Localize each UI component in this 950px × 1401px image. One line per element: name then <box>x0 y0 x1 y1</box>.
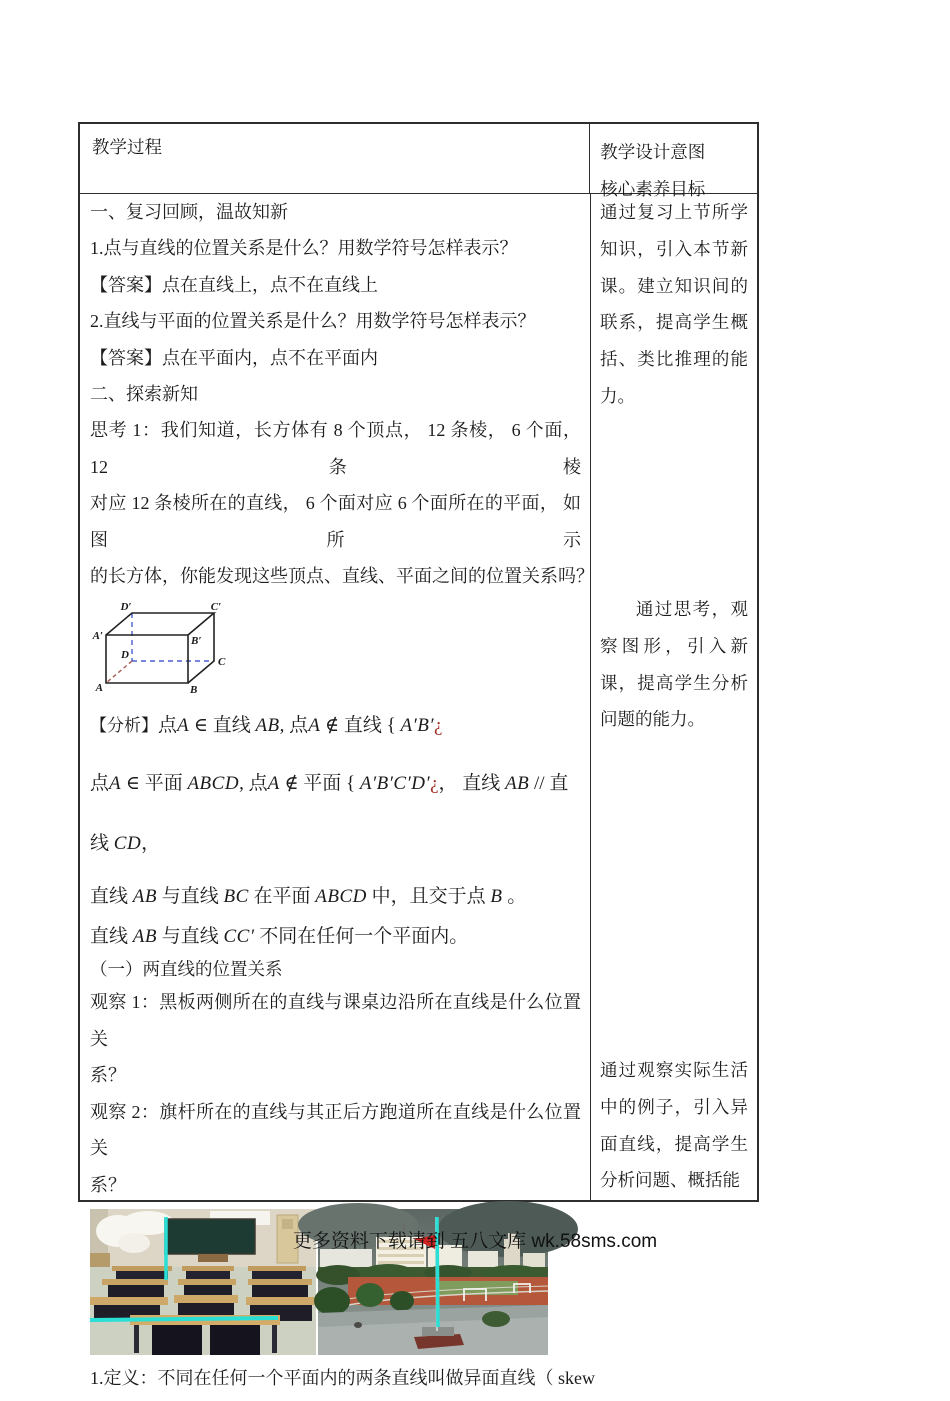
analysis-line-1: 【分析】点A ∈ 直线 AB, 点A ∉ 直线 { A′B′¿ <box>90 715 443 737</box>
header-design-intent-cell <box>590 124 757 199</box>
intent-paragraph-3: 通过观察实际生活中的例子，引入异面直线，提高学生分析问题、概括能 <box>600 1060 748 1191</box>
vertex-label-a-prime: A′ <box>92 630 103 643</box>
cuboid-diagram <box>90 597 240 697</box>
observe-1-line2: 系？ <box>90 1065 126 1086</box>
think1-line1: 思考 1：我们知道，长方体有 8 个顶点， 12 条棱， 6 个面， 12 条棱 <box>90 420 581 477</box>
answer-1: 【答案】点在直线上，点不在直线上 <box>90 274 378 295</box>
cuboid-figure <box>90 594 581 698</box>
core-competency-title: 核心素养目标 <box>600 179 706 199</box>
header-teaching-process-cell <box>80 124 590 193</box>
review-section-heading: 一、复习回顾，温故知新 <box>90 202 288 222</box>
explore-section-heading: 二、探索新知 <box>90 384 198 405</box>
question-2: 2.直线与平面的位置关系是什么？用数学符号怎样表示？ <box>90 311 536 332</box>
vertex-label-b: B <box>190 684 198 697</box>
front-face <box>106 635 188 683</box>
desk-edge-line <box>90 1318 278 1320</box>
footer-watermark: 更多资料下载请到 五八文库 wk.58sms.com <box>292 1231 658 1252</box>
observe-2-line1: 观察 2：旗杆所在的直线与其正后方跑道所在直线是什么位置关 <box>90 1101 581 1159</box>
vertex-label-c-prime: C′ <box>210 601 222 614</box>
observe-2-line2: 系？ <box>90 1174 126 1195</box>
question-1: 1.点与直线的位置关系是什么？用数学符号怎样表示？ <box>90 238 518 259</box>
analysis-line-2: 点A ∈ 平面 ABCD, 点A ∉ 平面 { A′B′C′D′¿， 直线 AB // 直线 CD， <box>90 773 569 855</box>
vertex-label-a: A <box>95 682 103 695</box>
analysis-line-3: 直线 AB 与直线 BC 在平面 ABCD 中，且交于点 B 。 <box>90 886 527 908</box>
vertex-label-d-prime: D′ <box>120 601 132 614</box>
vertex-label-d: D <box>121 649 129 662</box>
answer-2: 【答案】点在平面内，点不在平面内 <box>90 347 378 368</box>
vertex-label-b-prime: B′ <box>191 635 202 648</box>
top-face-edges <box>106 613 214 635</box>
vertex-label-c: C <box>218 656 226 669</box>
table-header-row <box>80 124 757 199</box>
observe-1-line1: 观察 1：黑板两侧所在的直线与课桌边沿所在直线是什么位置关 <box>90 992 581 1049</box>
analysis-line-4: 直线 AB 与直线 CC′ 不同在任何一个平面内。 <box>90 926 469 948</box>
subsection-heading: （一）两直线的位置关系 <box>90 959 283 980</box>
intent-paragraph-2: 通过思考，观察图形，引入新课，提高学生分析问题的能力。 <box>600 599 748 730</box>
intent-paragraph-1: 通过复习上节所学知识，引入本节新课。建立知识间的联系，提高学生概括、类比推理的能力。 <box>600 202 748 406</box>
definition-line: 1.定义：不同在任何一个平面内的两条直线叫做异面直线（ skew <box>90 1367 595 1388</box>
design-intent-cell <box>591 194 757 1200</box>
edge-d-a <box>106 661 132 683</box>
think1-line2: 对应 12 条棱所在的直线， 6 个面对应 6 个面所在的平面， 如图所示 <box>90 493 581 550</box>
design-intent-title: 教学设计意图 <box>600 142 706 162</box>
think1-line3: 的长方体，你能发现这些顶点、直线、平面之间的位置关系吗？ <box>90 566 594 587</box>
teaching-process-title: 教学过程 <box>92 137 162 157</box>
